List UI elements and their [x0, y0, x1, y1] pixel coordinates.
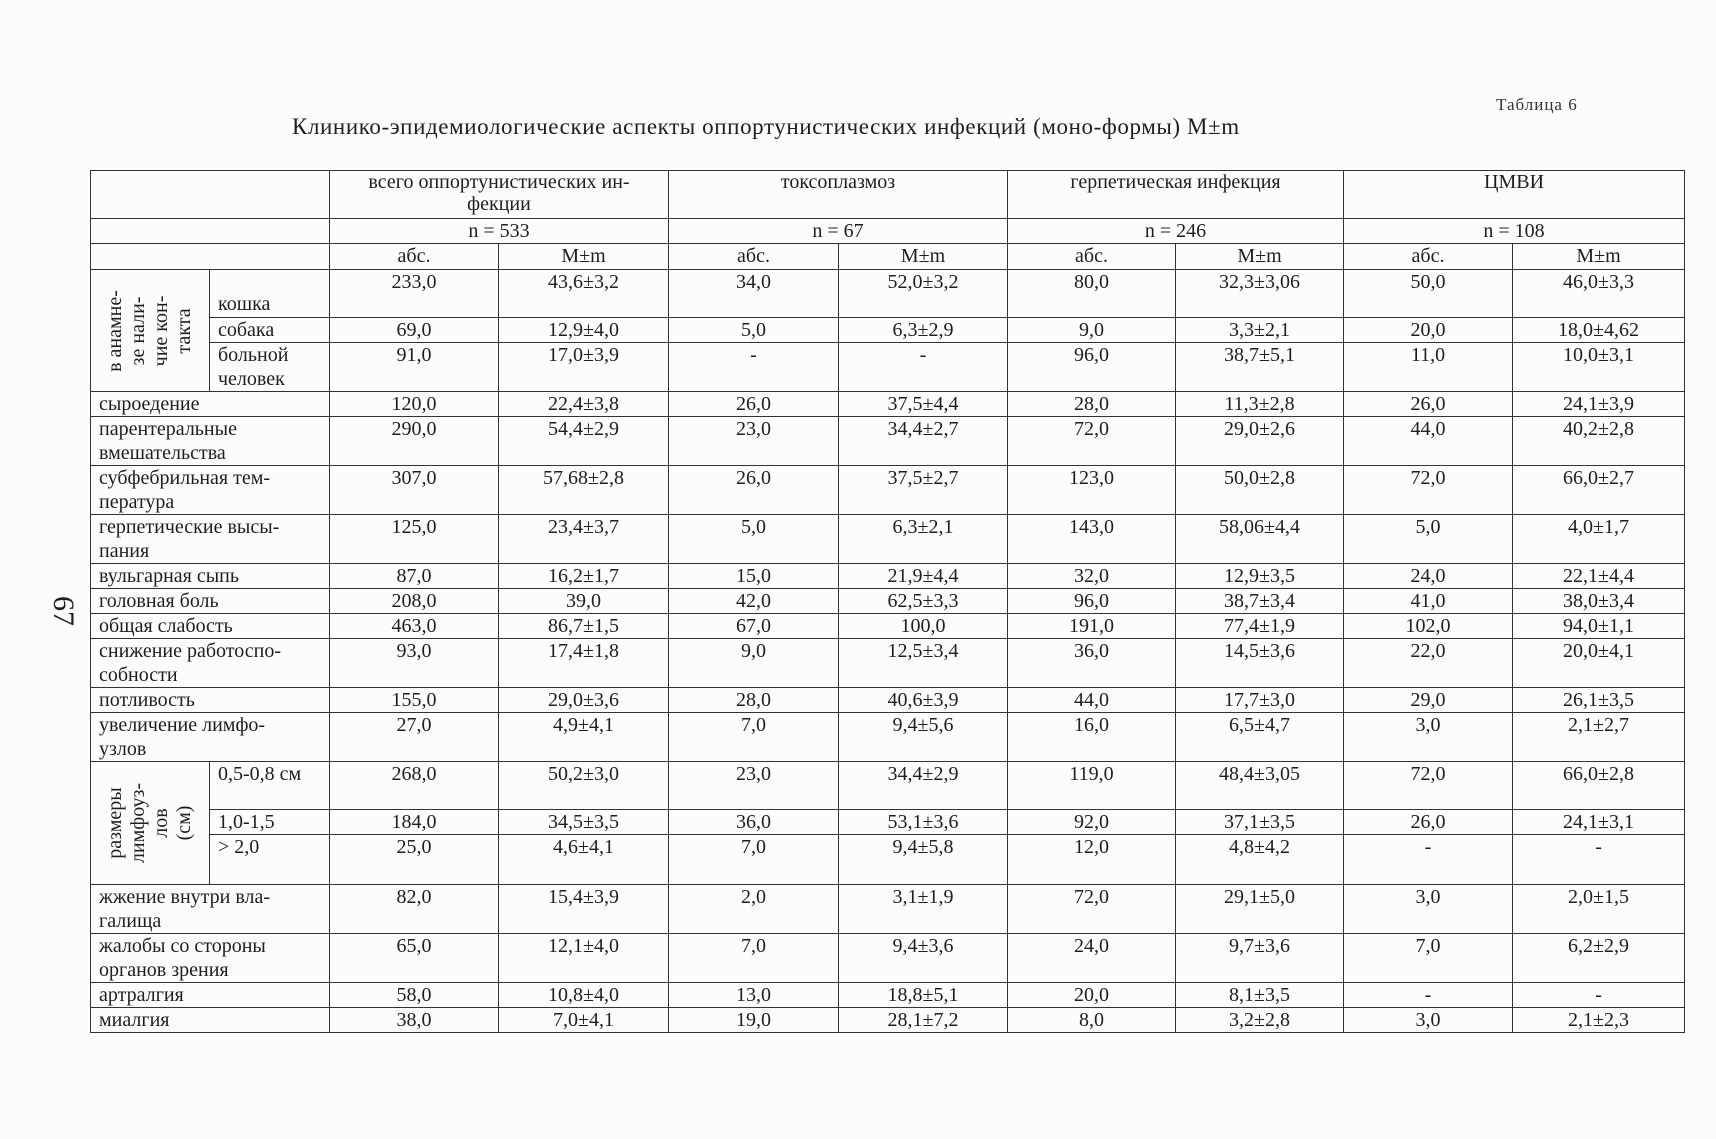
mm-value: 29,0±2,6 — [1176, 417, 1344, 466]
group-header-cell — [1008, 171, 1344, 219]
mm-value: 17,7±3,0 — [1176, 688, 1344, 713]
row-label-line: субфебрильная тем- — [99, 467, 271, 489]
row-label — [210, 270, 330, 318]
mm-value: 6,2±2,9 — [1513, 934, 1685, 983]
mm-value: - — [839, 343, 1008, 392]
subheader-row — [91, 244, 1685, 270]
row-label — [91, 1008, 330, 1033]
abs-value: 12,0 — [1008, 835, 1176, 885]
table-row — [91, 466, 1685, 515]
row-label-text: > 2,0 — [218, 836, 260, 858]
abs-value: 191,0 — [1008, 614, 1176, 639]
mm-value: 34,4±2,7 — [839, 417, 1008, 466]
mm-value: 16,2±1,7 — [499, 564, 669, 589]
n-value: n = 108 — [1344, 219, 1685, 244]
mm-value: 46,0±3,3 — [1513, 270, 1685, 318]
abs-value: 7,0 — [1344, 934, 1513, 983]
mm-value: 77,4±1,9 — [1176, 614, 1344, 639]
mm-value: 37,1±3,5 — [1176, 810, 1344, 835]
group-name: ЦМВИ — [1484, 171, 1545, 193]
mm-value: 14,5±3,6 — [1176, 639, 1344, 688]
group-header-row — [91, 171, 1685, 219]
abs-value: 102,0 — [1344, 614, 1513, 639]
mm-value: 22,1±4,4 — [1513, 564, 1685, 589]
abs-value: 123,0 — [1008, 466, 1176, 515]
mm-value: 18,0±4,62 — [1513, 318, 1685, 343]
abs-value: 24,0 — [1344, 564, 1513, 589]
abs-value: 184,0 — [330, 810, 499, 835]
row-label-line: больной — [218, 344, 289, 366]
abs-value: 125,0 — [330, 515, 499, 564]
row-label — [91, 614, 330, 639]
abs-value: 3,0 — [1344, 1008, 1513, 1033]
row-label — [210, 835, 330, 885]
mm-value: 10,0±3,1 — [1513, 343, 1685, 392]
mm-value: - — [1513, 983, 1685, 1008]
mm-value: 15,4±3,9 — [499, 885, 669, 934]
table-row — [91, 934, 1685, 983]
group-label-line: (см) — [173, 805, 195, 841]
abs-value: 91,0 — [330, 343, 499, 392]
mm-value: 23,4±3,7 — [499, 515, 669, 564]
mm-value: 66,0±2,8 — [1513, 762, 1685, 810]
mm-value: 20,0±4,1 — [1513, 639, 1685, 688]
mm-value: 2,1±2,7 — [1513, 713, 1685, 762]
row-label-line: герпетические высы- — [99, 516, 280, 538]
abs-value: 25,0 — [330, 835, 499, 885]
group-name: всего оппортунистических ин- — [368, 171, 630, 193]
abs-value: 5,0 — [1344, 515, 1513, 564]
mm-value: 32,3±3,06 — [1176, 270, 1344, 318]
group-label-line: зе нали- — [127, 296, 149, 365]
abs-value: 96,0 — [1008, 343, 1176, 392]
group-name: герпетическая инфекция — [1070, 171, 1281, 193]
table-row — [91, 392, 1685, 417]
row-label — [91, 417, 330, 466]
mm-value: 26,1±3,5 — [1513, 688, 1685, 713]
abs-value: 28,0 — [1008, 392, 1176, 417]
abs-value: 7,0 — [669, 934, 839, 983]
abs-value: 463,0 — [330, 614, 499, 639]
abs-value: 26,0 — [1344, 810, 1513, 835]
abs-header: абс. — [1008, 244, 1176, 270]
mm-value: 53,1±3,6 — [839, 810, 1008, 835]
abs-value: 5,0 — [669, 318, 839, 343]
mm-value: 40,6±3,9 — [839, 688, 1008, 713]
abs-value: 120,0 — [330, 392, 499, 417]
mm-value: 52,0±3,2 — [839, 270, 1008, 318]
row-label — [91, 934, 330, 983]
row-label-line: артралгия — [99, 984, 184, 1006]
row-label-line: потливость — [99, 689, 195, 711]
table-row — [91, 810, 1685, 835]
abs-value: 27,0 — [330, 713, 499, 762]
abs-value: 19,0 — [669, 1008, 839, 1033]
mm-value: 2,0±1,5 — [1513, 885, 1685, 934]
mm-value: 12,9±4,0 — [499, 318, 669, 343]
abs-value: 13,0 — [669, 983, 839, 1008]
abs-value: 69,0 — [330, 318, 499, 343]
row-label-line: галища — [99, 910, 162, 932]
mm-value: 62,5±3,3 — [839, 589, 1008, 614]
abs-value: 28,0 — [669, 688, 839, 713]
abs-header: абс. — [1344, 244, 1513, 270]
abs-value: 34,0 — [669, 270, 839, 318]
abs-value: 93,0 — [330, 639, 499, 688]
mm-value: 43,6±3,2 — [499, 270, 669, 318]
row-label-line: вульгарная сыпь — [99, 565, 239, 587]
abs-value: 41,0 — [1344, 589, 1513, 614]
abs-value: 36,0 — [669, 810, 839, 835]
mm-value: - — [1513, 835, 1685, 885]
abs-value: 208,0 — [330, 589, 499, 614]
table-row — [91, 343, 1685, 392]
row-label-text: 0,5-0,8 см — [218, 763, 302, 785]
table-row — [91, 983, 1685, 1008]
mm-value: 17,0±3,9 — [499, 343, 669, 392]
row-label-line: сыроедение — [99, 393, 200, 415]
mm-value: 100,0 — [839, 614, 1008, 639]
abs-value: 26,0 — [669, 392, 839, 417]
abs-value: 58,0 — [330, 983, 499, 1008]
mm-value: 12,9±3,5 — [1176, 564, 1344, 589]
mm-value: 28,1±7,2 — [839, 1008, 1008, 1033]
mm-value: 10,8±4,0 — [499, 983, 669, 1008]
row-label — [91, 515, 330, 564]
row-label-line: пература — [99, 491, 175, 513]
table-row — [91, 614, 1685, 639]
mm-value: 48,4±3,05 — [1176, 762, 1344, 810]
abs-value: - — [669, 343, 839, 392]
mm-value: 6,3±2,1 — [839, 515, 1008, 564]
abs-value: 32,0 — [1008, 564, 1176, 589]
n-row-empty — [91, 219, 330, 244]
row-label-text: кошка — [218, 293, 271, 315]
mm-value: 8,1±3,5 — [1176, 983, 1344, 1008]
table-row — [91, 835, 1685, 885]
group-header-cell — [330, 171, 669, 219]
abs-value: 20,0 — [1008, 983, 1176, 1008]
mm-value: 17,4±1,8 — [499, 639, 669, 688]
row-label-line: вмешательства — [99, 442, 226, 464]
n-value: n = 246 — [1008, 219, 1344, 244]
page-number: 67 — [47, 596, 80, 626]
mm-value: 29,1±5,0 — [1176, 885, 1344, 934]
row-label — [210, 318, 330, 343]
abs-value: 15,0 — [669, 564, 839, 589]
row-label-line: пания — [99, 540, 150, 562]
table-row — [91, 762, 1685, 810]
mm-value: 9,4±5,8 — [839, 835, 1008, 885]
table-row — [91, 515, 1685, 564]
mm-value: 4,0±1,7 — [1513, 515, 1685, 564]
table-row — [91, 885, 1685, 934]
mm-value: 22,4±3,8 — [499, 392, 669, 417]
table-row — [91, 270, 1685, 318]
mm-value: 18,8±5,1 — [839, 983, 1008, 1008]
abs-value: 8,0 — [1008, 1008, 1176, 1033]
group-label-line: чие кон- — [150, 295, 172, 366]
mm-value: 38,7±5,1 — [1176, 343, 1344, 392]
row-label — [210, 762, 330, 810]
abs-value: 26,0 — [669, 466, 839, 515]
mm-value: 24,1±3,1 — [1513, 810, 1685, 835]
group-label-line: в анамне- — [104, 289, 126, 372]
row-label — [91, 589, 330, 614]
mm-value: 50,2±3,0 — [499, 762, 669, 810]
abs-value: 2,0 — [669, 885, 839, 934]
mm-header: М±m — [839, 244, 1008, 270]
group-label-line: лов — [150, 808, 172, 838]
row-label-line: увеличение лимфо- — [99, 714, 266, 736]
abs-value: 72,0 — [1344, 466, 1513, 515]
row-label — [91, 466, 330, 515]
group-label-line: лимфоуз- — [127, 782, 149, 864]
mm-value: 4,9±4,1 — [499, 713, 669, 762]
row-label-line: общая слабость — [99, 615, 233, 637]
mm-value: 9,4±5,6 — [839, 713, 1008, 762]
row-label — [91, 983, 330, 1008]
row-label — [210, 343, 330, 392]
mm-value: 11,3±2,8 — [1176, 392, 1344, 417]
mm-value: 37,5±2,7 — [839, 466, 1008, 515]
mm-value: 4,6±4,1 — [499, 835, 669, 885]
row-label — [210, 810, 330, 835]
group-header-cell — [669, 171, 1008, 219]
abs-value: 3,0 — [1344, 713, 1513, 762]
table-row — [91, 639, 1685, 688]
mm-value: 34,4±2,9 — [839, 762, 1008, 810]
row-label-text: 1,0-1,5 — [218, 811, 275, 833]
mm-value: 21,9±4,4 — [839, 564, 1008, 589]
data-table — [90, 170, 1685, 1033]
group-label-line: размеры — [104, 787, 126, 859]
row-label — [91, 885, 330, 934]
abs-value: 143,0 — [1008, 515, 1176, 564]
abs-value: 50,0 — [1344, 270, 1513, 318]
group-name: токсоплазмоз — [780, 171, 896, 193]
table-row — [91, 564, 1685, 589]
lymph-group-label — [91, 762, 210, 885]
abs-value: 23,0 — [669, 762, 839, 810]
abs-value: 22,0 — [1344, 639, 1513, 688]
table-row — [91, 417, 1685, 466]
row-label-line: органов зрения — [99, 959, 229, 981]
vertical-group-text — [104, 783, 196, 863]
row-label — [91, 688, 330, 713]
table-row — [91, 318, 1685, 343]
vertical-group-text — [104, 290, 196, 372]
mm-value: 40,2±2,8 — [1513, 417, 1685, 466]
table-row — [91, 688, 1685, 713]
abs-header: абс. — [669, 244, 839, 270]
abs-value: 7,0 — [669, 835, 839, 885]
abs-value: 26,0 — [1344, 392, 1513, 417]
row-label-line: узлов — [99, 738, 147, 760]
mm-value: 66,0±2,7 — [1513, 466, 1685, 515]
group-label-line: такта — [173, 307, 195, 354]
mm-header: М±m — [1176, 244, 1344, 270]
mm-value: 9,7±3,6 — [1176, 934, 1344, 983]
abs-value: 42,0 — [669, 589, 839, 614]
row-label-line: собности — [99, 664, 178, 686]
abs-value: 65,0 — [330, 934, 499, 983]
mm-value: 9,4±3,6 — [839, 934, 1008, 983]
row-label-line: миалгия — [99, 1009, 170, 1031]
abs-value: 38,0 — [330, 1008, 499, 1033]
mm-value: 38,0±3,4 — [1513, 589, 1685, 614]
n-value: n = 67 — [669, 219, 1008, 244]
mm-value: 12,1±4,0 — [499, 934, 669, 983]
row-label-line: головная боль — [99, 590, 219, 612]
mm-value: 3,2±2,8 — [1176, 1008, 1344, 1033]
header-corner-cell — [91, 171, 330, 219]
mm-value: 38,7±3,4 — [1176, 589, 1344, 614]
contact-group-label — [91, 270, 210, 392]
table-body — [91, 171, 1685, 1033]
abs-value: 16,0 — [1008, 713, 1176, 762]
mm-value: 6,5±4,7 — [1176, 713, 1344, 762]
mm-value: 34,5±3,5 — [499, 810, 669, 835]
mm-header: М±m — [1513, 244, 1685, 270]
table-row — [91, 589, 1685, 614]
mm-value: 3,1±1,9 — [839, 885, 1008, 934]
abs-value: 67,0 — [669, 614, 839, 639]
abs-value: 87,0 — [330, 564, 499, 589]
abs-value: 72,0 — [1008, 885, 1176, 934]
mm-value: 54,4±2,9 — [499, 417, 669, 466]
mm-value: 37,5±4,4 — [839, 392, 1008, 417]
table-label: Таблица 6 — [1496, 95, 1578, 114]
abs-value: 11,0 — [1344, 343, 1513, 392]
group-header-cell — [1344, 171, 1685, 219]
row-label-line: жжение внутри вла- — [99, 886, 271, 908]
abs-value: 233,0 — [330, 270, 499, 318]
abs-value: 36,0 — [1008, 639, 1176, 688]
n-row — [91, 219, 1685, 244]
mm-value: 58,06±4,4 — [1176, 515, 1344, 564]
abs-value: 155,0 — [330, 688, 499, 713]
mm-value: 12,5±3,4 — [839, 639, 1008, 688]
abs-value: 7,0 — [669, 713, 839, 762]
abs-header: абс. — [330, 244, 499, 270]
abs-value: - — [1344, 983, 1513, 1008]
abs-value: 72,0 — [1008, 417, 1176, 466]
subheader-empty — [91, 244, 330, 270]
abs-value: 72,0 — [1344, 762, 1513, 810]
row-label — [91, 639, 330, 688]
abs-value: 9,0 — [669, 639, 839, 688]
row-label-line: снижение работоспо- — [99, 640, 282, 662]
abs-value: 92,0 — [1008, 810, 1176, 835]
mm-value: 4,8±4,2 — [1176, 835, 1344, 885]
mm-value: 86,7±1,5 — [499, 614, 669, 639]
row-label-line: человек — [218, 368, 285, 390]
abs-value: 20,0 — [1344, 318, 1513, 343]
row-label-line: жалобы со стороны — [99, 935, 266, 957]
table-row — [91, 1008, 1685, 1033]
abs-value: 119,0 — [1008, 762, 1176, 810]
mm-header: М±m — [499, 244, 669, 270]
row-label — [91, 392, 330, 417]
row-label — [91, 564, 330, 589]
abs-value: 268,0 — [330, 762, 499, 810]
mm-value: 50,0±2,8 — [1176, 466, 1344, 515]
abs-value: 29,0 — [1344, 688, 1513, 713]
abs-value: 5,0 — [669, 515, 839, 564]
mm-value: 29,0±3,6 — [499, 688, 669, 713]
row-label — [91, 713, 330, 762]
mm-value: 7,0±4,1 — [499, 1008, 669, 1033]
mm-value: 57,68±2,8 — [499, 466, 669, 515]
abs-value: 96,0 — [1008, 589, 1176, 614]
row-label-text: собака — [218, 319, 275, 341]
mm-value: 2,1±2,3 — [1513, 1008, 1685, 1033]
mm-value: 6,3±2,9 — [839, 318, 1008, 343]
row-label-line: парентеральные — [99, 418, 237, 440]
abs-value: 307,0 — [330, 466, 499, 515]
table-row — [91, 713, 1685, 762]
abs-value: 44,0 — [1344, 417, 1513, 466]
abs-value: 9,0 — [1008, 318, 1176, 343]
n-value: n = 533 — [330, 219, 669, 244]
mm-value: 3,3±2,1 — [1176, 318, 1344, 343]
group-name-cont: фекции — [467, 193, 531, 215]
abs-value: 24,0 — [1008, 934, 1176, 983]
mm-value: 94,0±1,1 — [1513, 614, 1685, 639]
mm-value: 24,1±3,9 — [1513, 392, 1685, 417]
abs-value: 44,0 — [1008, 688, 1176, 713]
page-title: Клинико-эпидемиологические аспекты оппортунистических инфекций (моно-формы) М±m — [292, 114, 1240, 139]
abs-value: 3,0 — [1344, 885, 1513, 934]
mm-value: 39,0 — [499, 589, 669, 614]
abs-value: 82,0 — [330, 885, 499, 934]
abs-value: 80,0 — [1008, 270, 1176, 318]
abs-value: 23,0 — [669, 417, 839, 466]
abs-value: - — [1344, 835, 1513, 885]
abs-value: 290,0 — [330, 417, 499, 466]
